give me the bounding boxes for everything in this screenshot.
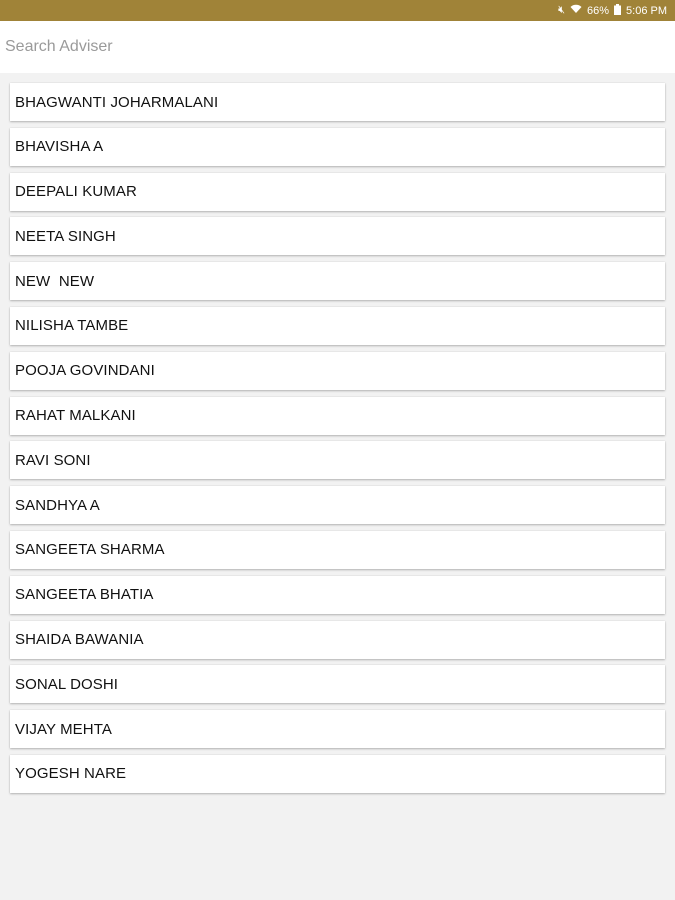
- search-bar: [0, 21, 675, 73]
- battery-percent: 66%: [587, 4, 610, 17]
- clock: 5:06 PM: [626, 4, 667, 17]
- adviser-list-item[interactable]: SANGEETA BHATIA: [10, 576, 665, 614]
- adviser-list-item[interactable]: YOGESH NARE: [10, 755, 665, 793]
- adviser-list-item[interactable]: NEETA SINGH: [10, 217, 665, 255]
- search-input[interactable]: [0, 29, 675, 65]
- adviser-list-item[interactable]: SANGEETA SHARMA: [10, 531, 665, 569]
- adviser-list-item[interactable]: VIJAY MEHTA: [10, 710, 665, 748]
- adviser-list-item[interactable]: BHAVISHA A: [10, 128, 665, 166]
- battery-icon: [614, 4, 621, 18]
- adviser-list-item[interactable]: SANDHYA A: [10, 486, 665, 524]
- adviser-list-item[interactable]: SHAIDA BAWANIA: [10, 621, 665, 659]
- adviser-list-item[interactable]: NEW NEW: [10, 262, 665, 300]
- adviser-list-item[interactable]: RAVI SONI: [10, 441, 665, 479]
- adviser-list-item[interactable]: BHAGWANTI JOHARMALANI: [10, 83, 665, 121]
- adviser-list-item[interactable]: DEEPALI KUMAR: [10, 173, 665, 211]
- adviser-list-item[interactable]: RAHAT MALKANI: [10, 397, 665, 435]
- status-bar: [0, 0, 675, 21]
- mute-icon: 🔇︎: [558, 4, 565, 16]
- adviser-list-item[interactable]: NILISHA TAMBE: [10, 307, 665, 345]
- adviser-list-item[interactable]: SONAL DOSHI: [10, 665, 665, 703]
- wifi-icon: [570, 4, 582, 17]
- adviser-list-item[interactable]: POOJA GOVINDANI: [10, 352, 665, 390]
- adviser-list: [10, 83, 665, 800]
